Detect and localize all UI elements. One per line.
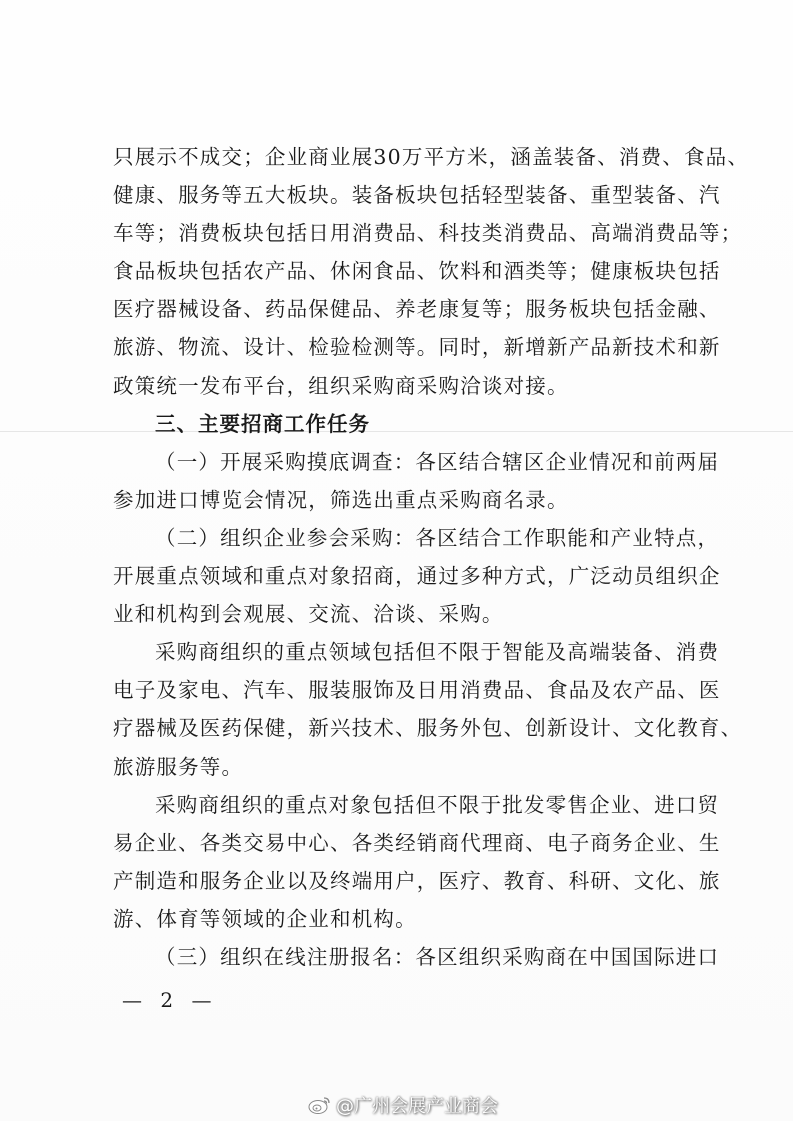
text-line: 业和机构到会观展、交流、洽谈、采购。 <box>113 602 504 627</box>
text-line: 电子及家电、汽车、服装服饰及日用消费品、食品及农产品、医 <box>113 678 721 703</box>
paragraph <box>113 138 750 405</box>
weibo-icon <box>308 1095 332 1115</box>
text-line: 政策统一发布平台，组织采购商采购洽谈对接。 <box>113 373 569 398</box>
text-line: 参加进口博览会情况，筛选出重点采购商名录。 <box>113 487 569 512</box>
text-line: 车等；消费板块包括日用消费品、科技类消费品、高端消费品等； <box>113 221 743 246</box>
paragraph <box>113 519 721 633</box>
text-line: 产制造和服务企业以及终端用户，医疗、教育、科研、文化、旅 <box>113 868 721 893</box>
text-line: 采购商组织的重点对象包括但不限于批发零售企业、进口贸 <box>155 792 720 817</box>
text-line: （二）组织企业参会采购：各区结合工作职能和产业特点， <box>155 525 720 550</box>
watermark <box>308 1092 498 1118</box>
text-line: 医疗器械设备、药品保健品、养老康复等；服务板块包括金融、 <box>113 297 721 322</box>
paragraph <box>113 786 721 938</box>
text-line: 开展重点领域和重点对象招商，通过多种方式，广泛动员组织企 <box>113 564 721 589</box>
text-line: 采购商组织的重点领域包括但不限于智能及高端装备、消费 <box>155 640 720 665</box>
paragraph <box>113 633 743 785</box>
paragraph <box>113 938 720 976</box>
text-line: 食品板块包括农产品、休闲食品、饮料和酒类等；健康板块包括 <box>113 259 721 284</box>
watermark-text: @广州会展产业商会 <box>336 1096 498 1117</box>
text-line: （三）组织在线注册报名：各区组织采购商在中国国际进口 <box>155 944 720 969</box>
text-line: （一）开展采购摸底调查：各区结合辖区企业情况和前两届 <box>155 449 720 474</box>
text-line: 易企业、各类交易中心、各类经销商代理商、电子商务企业、生 <box>113 830 721 855</box>
text-line: 旅游服务等。 <box>113 754 244 779</box>
section-heading: 三、主要招商工作任务 <box>155 411 370 436</box>
page-number: — 2 — <box>122 988 218 1012</box>
text-line: 健康、服务等五大板块。装备板块包括轻型装备、重型装备、汽 <box>113 183 721 208</box>
text-line: 游、体育等领域的企业和机构。 <box>113 906 417 931</box>
text-line: 疗器械及医药保健，新兴技术、服务外包、创新设计、文化教育、 <box>113 716 743 741</box>
text-line: 旅游、物流、设计、检验检测等。同时，新增新产品新技术和新 <box>113 335 721 360</box>
text-line: 只展示不成交；企业商业展30万平方米，涵盖装备、消费、食品、 <box>113 145 750 169</box>
paragraph <box>113 443 720 519</box>
document-body <box>113 138 750 976</box>
